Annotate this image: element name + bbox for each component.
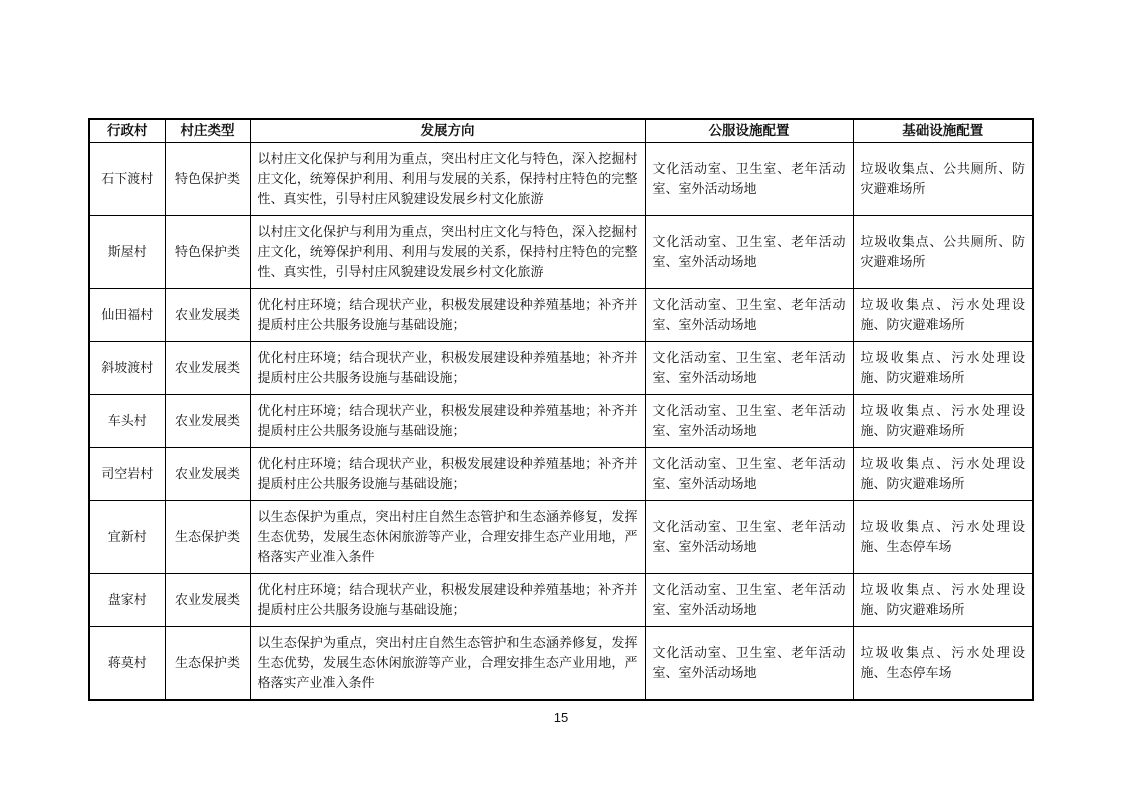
- table-row: [89, 216, 1033, 289]
- table-row: [89, 627, 1033, 701]
- cell-village: 蒋莫村: [89, 627, 165, 701]
- table-row: [89, 448, 1033, 501]
- table-row: [89, 395, 1033, 448]
- table-row: [89, 574, 1033, 627]
- table-row: [89, 289, 1033, 342]
- column-header-direction: 发展方向: [250, 119, 645, 143]
- cell-village: 车头村: [89, 395, 165, 448]
- cell-direction: 优化村庄环境；结合现状产业，积极发展建设种养殖基地；补齐并提质村庄公共服务设施与基础设施；: [250, 448, 645, 501]
- cell-public-services: 文化活动室、卫生室、老年活动室、室外活动场地: [645, 342, 853, 395]
- table-row: [89, 143, 1033, 216]
- cell-village: 斜坡渡村: [89, 342, 165, 395]
- cell-village: 盘家村: [89, 574, 165, 627]
- cell-type: 特色保护类: [165, 143, 250, 216]
- cell-direction: 以村庄文化保护与利用为重点，突出村庄文化与特色，深入挖掘村庄文化，统筹保护利用、利用与发展的关系，保持村庄特色的完整性、真实性，引导村庄风貌建设发展乡村文化旅游: [250, 216, 645, 289]
- cell-public-services: 文化活动室、卫生室、老年活动室、室外活动场地: [645, 448, 853, 501]
- cell-public-services: 文化活动室、卫生室、老年活动室、室外活动场地: [645, 395, 853, 448]
- cell-direction: 优化村庄环境；结合现状产业，积极发展建设种养殖基地；补齐并提质村庄公共服务设施与基础设施；: [250, 574, 645, 627]
- cell-direction: 优化村庄环境；结合现状产业，积极发展建设种养殖基地；补齐并提质村庄公共服务设施与基础设施；: [250, 395, 645, 448]
- cell-public-services: 文化活动室、卫生室、老年活动室、室外活动场地: [645, 627, 853, 701]
- cell-village: 司空岩村: [89, 448, 165, 501]
- cell-public-services: 文化活动室、卫生室、老年活动室、室外活动场地: [645, 501, 853, 574]
- table-row: [89, 501, 1033, 574]
- cell-infrastructure: 垃圾收集点、公共厕所、防灾避难场所: [853, 216, 1033, 289]
- column-header-infrastructure: 基础设施配置: [853, 119, 1033, 143]
- cell-type: 农业发展类: [165, 289, 250, 342]
- cell-infrastructure: 垃圾收集点、污水处理设施、生态停车场: [853, 501, 1033, 574]
- cell-type: 特色保护类: [165, 216, 250, 289]
- cell-infrastructure: 垃圾收集点、污水处理设施、防灾避难场所: [853, 289, 1033, 342]
- cell-type: 生态保护类: [165, 627, 250, 701]
- table-row: [89, 342, 1033, 395]
- cell-village: 石下渡村: [89, 143, 165, 216]
- column-header-village: 行政村: [89, 119, 165, 143]
- column-header-type: 村庄类型: [165, 119, 250, 143]
- cell-village: 宜新村: [89, 501, 165, 574]
- cell-infrastructure: 垃圾收集点、污水处理设施、防灾避难场所: [853, 395, 1033, 448]
- column-header-public-services: 公服设施配置: [645, 119, 853, 143]
- cell-direction: 以生态保护为重点，突出村庄自然生态管护和生态涵养修复，发挥生态优势，发展生态休闲旅游等产业，合理安排生态产业用地，严格落实产业准入条件: [250, 627, 645, 701]
- cell-type: 农业发展类: [165, 342, 250, 395]
- cell-type: 农业发展类: [165, 448, 250, 501]
- cell-infrastructure: 垃圾收集点、公共厕所、防灾避难场所: [853, 143, 1033, 216]
- cell-public-services: 文化活动室、卫生室、老年活动室、室外活动场地: [645, 289, 853, 342]
- page-number: 15: [553, 710, 569, 725]
- cell-public-services: 文化活动室、卫生室、老年活动室、室外活动场地: [645, 143, 853, 216]
- village-planning-table: [88, 118, 1034, 701]
- cell-infrastructure: 垃圾收集点、污水处理设施、防灾避难场所: [853, 448, 1033, 501]
- cell-public-services: 文化活动室、卫生室、老年活动室、室外活动场地: [645, 216, 853, 289]
- cell-infrastructure: 垃圾收集点、污水处理设施、生态停车场: [853, 627, 1033, 701]
- cell-type: 农业发展类: [165, 574, 250, 627]
- cell-village: 仙田福村: [89, 289, 165, 342]
- cell-type: 生态保护类: [165, 501, 250, 574]
- cell-direction: 以生态保护为重点，突出村庄自然生态管护和生态涵养修复，发挥生态优势，发展生态休闲旅游等产业，合理安排生态产业用地，严格落实产业准入条件: [250, 501, 645, 574]
- cell-type: 农业发展类: [165, 395, 250, 448]
- cell-village: 斯屋村: [89, 216, 165, 289]
- cell-direction: 优化村庄环境；结合现状产业，积极发展建设种养殖基地；补齐并提质村庄公共服务设施与基础设施；: [250, 342, 645, 395]
- cell-direction: 优化村庄环境；结合现状产业，积极发展建设种养殖基地；补齐并提质村庄公共服务设施与基础设施；: [250, 289, 645, 342]
- cell-public-services: 文化活动室、卫生室、老年活动室、室外活动场地: [645, 574, 853, 627]
- cell-infrastructure: 垃圾收集点、污水处理设施、防灾避难场所: [853, 342, 1033, 395]
- table-header-row: [89, 119, 1033, 143]
- cell-infrastructure: 垃圾收集点、污水处理设施、防灾避难场所: [853, 574, 1033, 627]
- cell-direction: 以村庄文化保护与利用为重点，突出村庄文化与特色，深入挖掘村庄文化，统筹保护利用、利用与发展的关系，保持村庄特色的完整性、真实性，引导村庄风貌建设发展乡村文化旅游: [250, 143, 645, 216]
